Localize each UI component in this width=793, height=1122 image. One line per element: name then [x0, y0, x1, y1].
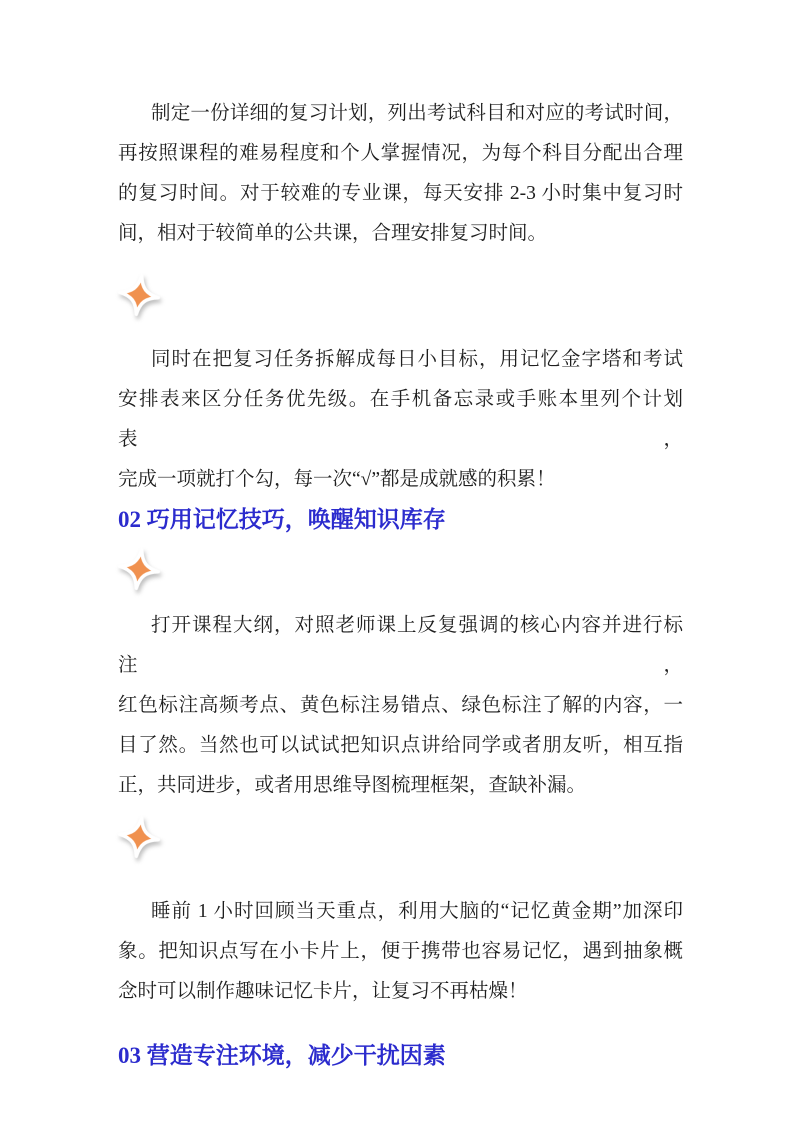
paragraph-line: 间，相对于较简单的公共课，合理安排复习时间。 — [118, 223, 548, 244]
paragraph-line: 正，共同进步，或者用思维导图梳理框架，查缺补漏。 — [118, 775, 587, 796]
section-number: 02 — [118, 507, 141, 532]
paragraph-line: 红色标注高频考点、黄色标注易错点、绿色标注了解的内容，一 — [118, 695, 683, 716]
sparkle-icon — [116, 546, 162, 592]
section-title: 巧用记忆技巧，唤醒知识库存 — [146, 507, 446, 532]
paragraph-line: 完成一项就打个勾，每一次“√”都是成就感的积累！ — [118, 469, 556, 490]
paragraph-annotation-tips — [118, 606, 683, 806]
paragraph-line: 睡前 1 小时回顾当天重点，利用大脑的“记忆黄金期”加深印 — [151, 901, 683, 922]
paragraph-line: 的复习时间。对于较难的专业课，每天安排 2-3 小时集中复习时 — [118, 183, 683, 204]
paragraph-line: 目了然。当然也可以试试把知识点讲给同学或者朋友听，相互指 — [118, 735, 683, 756]
sparkle-icon — [116, 272, 162, 318]
paragraph-line: 再按照课程的难易程度和个人掌握情况，为每个科目分配出合理 — [118, 143, 683, 164]
paragraph-line: 象。把知识点写在小卡片上，便于携带也容易记忆，遇到抽象概 — [118, 941, 683, 962]
section-heading-02 — [118, 500, 683, 540]
paragraph-line: 制定一份详细的复习计划，列出考试科目和对应的考试时间， — [151, 103, 683, 124]
paragraph-line: 打开课程大纲，对照老师课上反复强调的核心内容并进行标注， — [118, 615, 683, 676]
paragraph-line: 安排表来区分任务优先级。在手机备忘录或手账本里列个计划表， — [118, 389, 683, 450]
sparkle-icon — [116, 814, 162, 860]
paragraph-task-breakdown — [118, 340, 683, 500]
section-heading-03 — [118, 1036, 683, 1076]
paragraph-line: 念时可以制作趣味记忆卡片，让复习不再枯燥！ — [118, 981, 528, 1002]
paragraph-bedtime-review — [118, 892, 683, 1012]
section-title: 营造专注环境，减少干扰因素 — [146, 1043, 446, 1068]
section-number: 03 — [118, 1043, 141, 1068]
paragraph-line: 同时在把复习任务拆解成每日小目标，用记忆金字塔和考试 — [151, 349, 683, 370]
paragraph-study-plan — [118, 94, 683, 254]
